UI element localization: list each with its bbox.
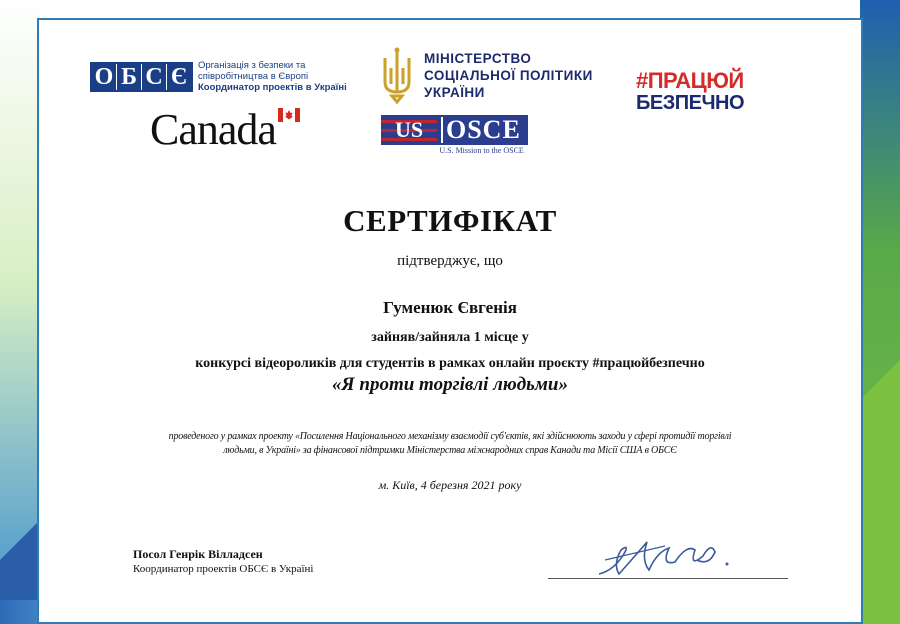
details-line1: проведеного у рамках проекту «Посилення Національного механізму взаємодії суб'єктів, які здійснюють заходи у сфері протидії торгівлі [168,431,732,442]
osce-logo [90,60,347,93]
us-label: US [394,117,424,142]
osce-letters [90,62,193,92]
osce-letter-4: Є [167,64,191,90]
osce-letter-3: С [142,64,167,90]
us-flag-mark [381,115,437,145]
osce-caption-line2: співробітництва в Європі [198,71,309,82]
ministry-line3: УКРАЇНИ [424,84,485,100]
campaign-line1: #ПРАЦЮЙ [636,68,744,93]
ministry-line1: МІНІСТЕРСТВО [424,50,532,66]
canada-logo [150,104,276,155]
ministry-caption [424,50,593,101]
osce-label: OSCE [441,117,524,143]
project-details [110,430,790,458]
canada-flag-icon [278,108,300,122]
certificate-date: м. Київ, 4 березня 2021 року [378,478,522,492]
contest-text: конкурсі відеороликів для студентів в рамках онлайн проєкту #працюйбезпечно [195,356,705,371]
campaign-logo [636,70,776,114]
project-title: «Я проти торгівлі людьми» [332,374,568,395]
us-osce-subtitle: U.S. Mission to the OSCE [439,146,524,155]
canada-wordmark: Canada [150,105,276,154]
confirms-text: підтверджує, що [397,253,503,269]
us-osce-band [381,115,528,145]
campaign-line2: БЕЗПЕЧНО [636,92,745,114]
trident-icon [380,46,414,104]
osce-letter-1: О [92,64,117,90]
us-osce-logo [381,115,528,155]
osce-caption-line3: Координатор проектів в Україні [198,82,347,93]
ministry-logo [380,46,593,104]
signer-role: Координатор проектів ОБСЄ в Україні [133,563,314,575]
signature-image [595,530,735,582]
osce-letter-2: Б [117,64,142,90]
ministry-line2: СОЦІАЛЬНОЇ ПОЛІТИКИ [424,67,593,83]
osce-caption-line1: Організація з безпеки та [198,60,306,71]
place-text: зайняв/зайняла 1 місце у [371,330,529,345]
certificate-title: СЕРТИФІКАТ [343,203,557,238]
details-line2: людьми, в Україні» за фінансової підтримки Міністерства міжнародних справ Канади та Місії США в ОБСЄ [223,445,677,456]
osce-caption [198,60,347,93]
osce-wordmark [437,115,528,145]
signer-name: Посол Генрік Вілладсен [133,547,263,561]
recipient-name: Гуменюк Євгенія [383,298,517,317]
